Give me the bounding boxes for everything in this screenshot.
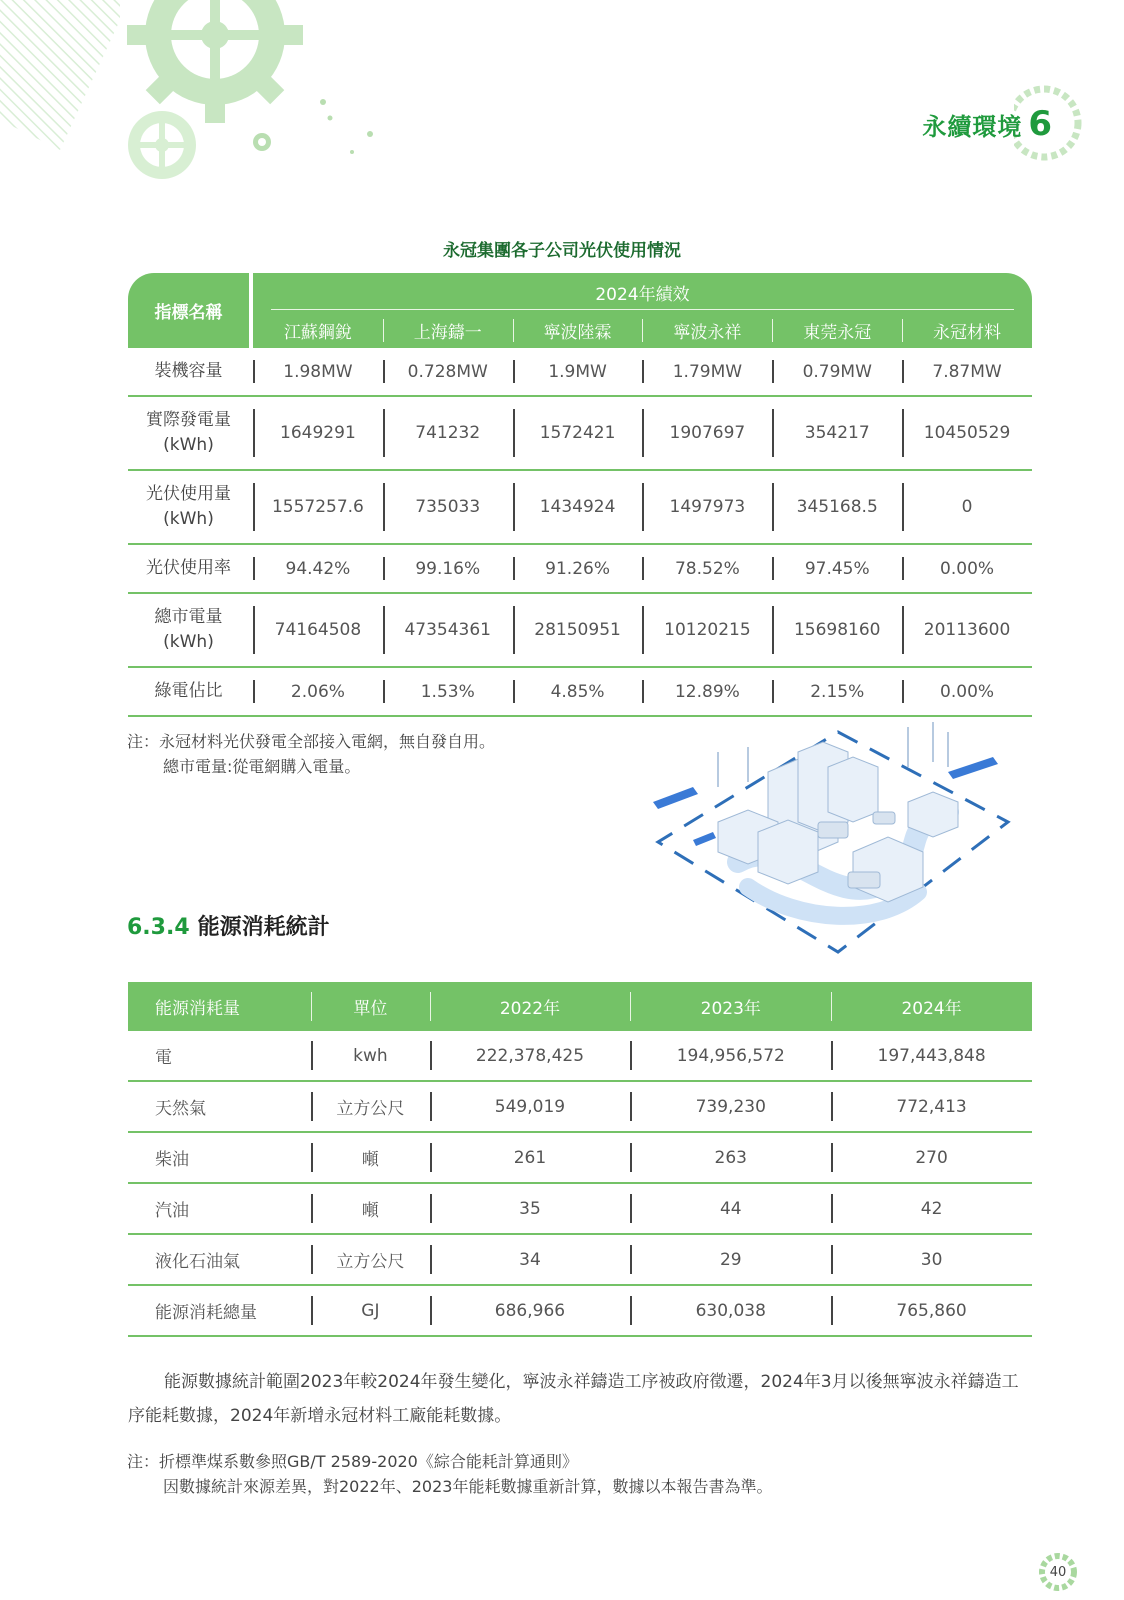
table-row bbox=[128, 1133, 1032, 1184]
note-line: 總市電量:從電網購入電量。 bbox=[163, 757, 361, 776]
table-row bbox=[128, 545, 1032, 594]
table-cell: 194,956,572 bbox=[630, 1031, 831, 1080]
table-cell: 30 bbox=[831, 1235, 1032, 1284]
pv-column-header: 永冠材料 bbox=[902, 313, 1032, 348]
pv-period-header: 2024年績效 bbox=[595, 285, 690, 305]
table-row bbox=[128, 397, 1032, 471]
table-row bbox=[128, 471, 1032, 545]
table-cell: 1649291 bbox=[253, 397, 383, 469]
table-cell: 94.42% bbox=[253, 545, 383, 592]
pv-column-header: 寧波永祥 bbox=[642, 313, 772, 348]
table-cell: 0.728MW bbox=[383, 348, 513, 395]
table-cell: 261 bbox=[430, 1133, 631, 1182]
section-header-number: 6 bbox=[1028, 104, 1052, 144]
table-cell: 772,413 bbox=[831, 1082, 1032, 1131]
pv-table-title: 永冠集團各子公司光伏使用情況 bbox=[443, 241, 681, 261]
column-header: 2022年 bbox=[430, 982, 631, 1031]
table-cell: 91.26% bbox=[513, 545, 643, 592]
table-cell: 1557257.6 bbox=[253, 471, 383, 543]
pv-usage-table bbox=[128, 273, 1032, 717]
table-cell: 0.00% bbox=[902, 668, 1032, 715]
decorative-gears-graphic bbox=[0, 0, 420, 200]
table-cell: 1.79MW bbox=[642, 348, 772, 395]
header-divider bbox=[271, 309, 1014, 310]
energy-item: 能源消耗總量 bbox=[155, 1303, 257, 1323]
table-cell: 197,443,848 bbox=[831, 1031, 1032, 1080]
table-row bbox=[128, 1031, 1032, 1082]
table-cell: 354217 bbox=[772, 397, 902, 469]
table-cell: 270 bbox=[831, 1133, 1032, 1182]
energy-consumption-table bbox=[128, 982, 1032, 1337]
row-label bbox=[128, 545, 249, 592]
energy-scope-paragraph: 能源數據統計範圍2023年較2024年發生變化，寧波永祥鑄造工序被政府徵遷，2024年3月以後無寧波永祥鑄造工序能耗數據，2024年新增永冠材料工廠能耗數據。 bbox=[128, 1372, 1019, 1426]
section-title-text: 能源消耗統計 bbox=[197, 915, 330, 940]
pv-column-header: 江蘇鋼銳 bbox=[283, 323, 352, 343]
table-cell: 1434924 bbox=[513, 471, 643, 543]
table-row bbox=[128, 1286, 1032, 1337]
table-cell: 10450529 bbox=[902, 397, 1032, 469]
table-cell: 263 bbox=[630, 1133, 831, 1182]
table-cell: 34 bbox=[430, 1235, 631, 1284]
table-cell: 10120215 bbox=[642, 594, 772, 666]
table-row bbox=[128, 668, 1032, 717]
table-row bbox=[128, 348, 1032, 397]
table-cell: 12.89% bbox=[642, 668, 772, 715]
table-cell: 630,038 bbox=[630, 1286, 831, 1335]
table-cell: 0.79MW bbox=[772, 348, 902, 395]
table-cell: 7.87MW bbox=[902, 348, 1032, 395]
energy-unit: 噸 bbox=[311, 1133, 429, 1182]
column-header: 2023年 bbox=[630, 982, 831, 1031]
table-cell: 74164508 bbox=[253, 594, 383, 666]
table-row bbox=[128, 1235, 1032, 1286]
row-label-text: 綠電佔比 bbox=[154, 681, 223, 701]
energy-unit: GJ bbox=[311, 1286, 429, 1335]
section-title bbox=[127, 910, 330, 941]
table-row bbox=[128, 1082, 1032, 1133]
table-cell: 35 bbox=[430, 1184, 631, 1233]
table-cell: 0.00% bbox=[902, 545, 1032, 592]
table-cell: 2.06% bbox=[253, 668, 383, 715]
smart-factory-illustration bbox=[648, 712, 1028, 962]
row-label bbox=[128, 348, 249, 395]
pv-column-header: 東莞永冠 bbox=[772, 313, 902, 348]
table-cell: 1.98MW bbox=[253, 348, 383, 395]
column-header: 單位 bbox=[311, 982, 429, 1031]
table-cell: 222,378,425 bbox=[430, 1031, 631, 1080]
note-line: 因數據統計來源差異，對2022年、2023年能耗數據重新計算，數據以本報告書為準。 bbox=[163, 1477, 773, 1496]
energy-unit: kwh bbox=[311, 1031, 429, 1080]
energy-unit: 噸 bbox=[311, 1184, 429, 1233]
row-label bbox=[128, 397, 249, 469]
energy-item: 柴油 bbox=[155, 1150, 189, 1170]
row-label bbox=[128, 471, 249, 543]
row-label bbox=[128, 594, 249, 666]
table-cell: 1.9MW bbox=[513, 348, 643, 395]
table-cell: 47354361 bbox=[383, 594, 513, 666]
table-cell: 549,019 bbox=[430, 1082, 631, 1131]
energy-item: 電 bbox=[155, 1048, 172, 1068]
pv-period-header-block bbox=[253, 273, 1032, 348]
section-header-title: 永續環境 bbox=[922, 112, 1023, 141]
row-label-unit: (kWh) bbox=[163, 435, 214, 455]
note-line: 折標準煤系數參照GB/T 2589-2020《綜合能耗計算通則》 bbox=[159, 1452, 578, 1471]
pv-row-header: 指標名稱 bbox=[128, 273, 249, 348]
energy-item: 汽油 bbox=[155, 1201, 189, 1221]
table-cell: 20113600 bbox=[902, 594, 1032, 666]
energy-item: 液化石油氣 bbox=[155, 1252, 240, 1272]
row-label-unit: (kWh) bbox=[163, 632, 214, 652]
row-label bbox=[128, 668, 249, 715]
pv-notes bbox=[127, 729, 495, 779]
row-label-text: 總市電量 bbox=[154, 607, 223, 627]
table-row bbox=[128, 1184, 1032, 1235]
table-cell: 739,230 bbox=[630, 1082, 831, 1131]
energy-notes bbox=[127, 1449, 772, 1499]
table-cell: 735033 bbox=[383, 471, 513, 543]
table-cell: 0 bbox=[902, 471, 1032, 543]
table-cell: 99.16% bbox=[383, 545, 513, 592]
pv-table-header bbox=[128, 273, 1032, 348]
note-prefix: 注： bbox=[127, 732, 160, 751]
note-line: 永冠材料光伏發電全部接入電網，無自發自用。 bbox=[159, 732, 496, 751]
page-number: 40 bbox=[1049, 1564, 1067, 1580]
row-label-unit: (kWh) bbox=[163, 509, 214, 529]
row-label-text: 光伏使用率 bbox=[146, 558, 231, 578]
table-cell: 1907697 bbox=[642, 397, 772, 469]
table-cell: 1572421 bbox=[513, 397, 643, 469]
row-label-text: 裝機容量 bbox=[154, 361, 223, 381]
note-prefix: 注： bbox=[127, 1452, 160, 1471]
pv-column-header: 上海鑄一 bbox=[383, 313, 513, 348]
section-number: 6.3.4 bbox=[127, 915, 190, 940]
pv-column-headers bbox=[253, 313, 1032, 348]
energy-item: 天然氣 bbox=[155, 1099, 206, 1119]
table-cell: 686,966 bbox=[430, 1286, 631, 1335]
table-cell: 42 bbox=[831, 1184, 1032, 1233]
column-header: 能源消耗量 bbox=[155, 999, 240, 1019]
row-label-text: 光伏使用量 bbox=[146, 484, 231, 504]
energy-table-header bbox=[128, 982, 1032, 1031]
table-cell: 28150951 bbox=[513, 594, 643, 666]
table-cell: 29 bbox=[630, 1235, 831, 1284]
table-cell: 1497973 bbox=[642, 471, 772, 543]
energy-unit: 立方公尺 bbox=[311, 1082, 429, 1131]
table-cell: 765,860 bbox=[831, 1286, 1032, 1335]
table-cell: 345168.5 bbox=[772, 471, 902, 543]
pv-column-header: 寧波陸霖 bbox=[513, 313, 643, 348]
table-cell: 97.45% bbox=[772, 545, 902, 592]
column-header: 2024年 bbox=[831, 982, 1032, 1031]
table-row bbox=[128, 594, 1032, 668]
energy-unit: 立方公尺 bbox=[311, 1235, 429, 1284]
table-cell: 44 bbox=[630, 1184, 831, 1233]
table-cell: 741232 bbox=[383, 397, 513, 469]
table-cell: 1.53% bbox=[383, 668, 513, 715]
table-cell: 78.52% bbox=[642, 545, 772, 592]
table-cell: 2.15% bbox=[772, 668, 902, 715]
table-cell: 15698160 bbox=[772, 594, 902, 666]
section-header bbox=[922, 104, 1052, 144]
table-cell: 4.85% bbox=[513, 668, 643, 715]
row-label-text: 實際發電量 bbox=[146, 410, 231, 430]
